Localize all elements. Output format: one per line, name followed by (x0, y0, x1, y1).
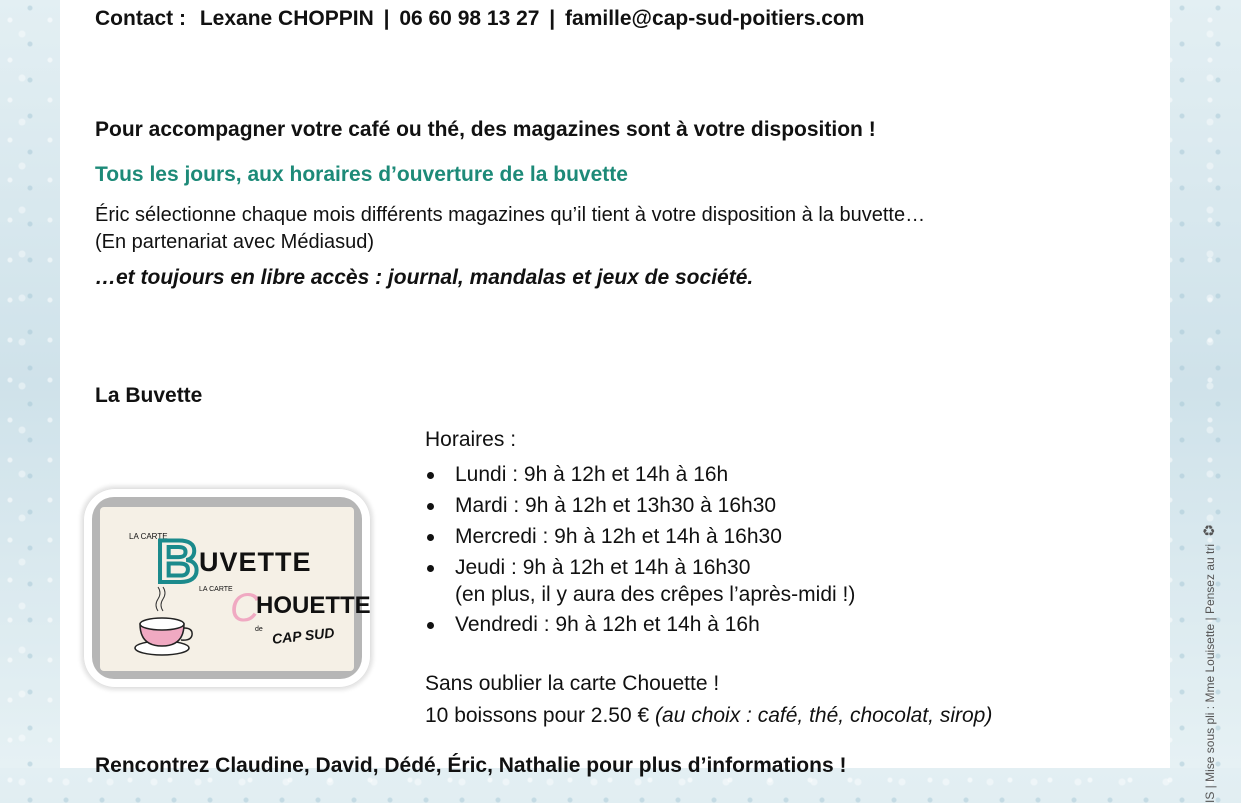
price-detail: (au choix : café, thé, chocolat, sirop) (655, 704, 993, 727)
contact-separator: | (383, 7, 390, 30)
list-item: Vendredi : 9h à 12h et 14h à 16h (425, 609, 855, 640)
chouette-line: Sans oublier la carte Chouette ! (425, 672, 720, 695)
logo-de: de (255, 626, 263, 633)
bullet-icon (427, 503, 434, 510)
hours-label: Horaires : (425, 428, 517, 451)
bullet-icon (427, 622, 434, 629)
print-credit (1197, 523, 1223, 803)
hours-list (425, 459, 855, 640)
price-line (425, 700, 992, 732)
price-text: 10 boissons pour 2.50 € (425, 704, 650, 727)
logo-buvette-b: B (156, 528, 200, 595)
card-logo (100, 507, 371, 671)
contact-phone: 06 60 98 13 27 (399, 7, 540, 30)
opening-hours (425, 428, 855, 640)
logo-buvette-rest: UVETTE (199, 547, 312, 577)
magazines-intro: Pour accompagner votre café ou thé, des magazines sont à votre disposition ! (95, 118, 876, 141)
list-item: Mardi : 9h à 12h et 13h30 à 16h30 (425, 490, 855, 521)
logo-la-carte-2: LA CARTE (199, 586, 233, 593)
magazines-paragraph (95, 202, 925, 256)
logo-chouette-c: C (230, 586, 259, 630)
logo-capsud: CAP SUD (271, 624, 336, 647)
recycle-icon: ♻ (1202, 523, 1216, 540)
free-access-line: …et toujours en libre accès : journal, mandalas et jeux de société. (95, 266, 754, 289)
bullet-icon (427, 565, 434, 572)
newsletter-page (60, 0, 1170, 777)
contact-email-link[interactable]: famille@cap-sud-poitiers.com (565, 7, 865, 30)
contact-line (95, 7, 864, 31)
card-logo-art (100, 507, 371, 671)
magazines-line-2: (En partenariat avec Médiasud) (95, 231, 375, 253)
contact-name: Lexane CHOPPIN (199, 7, 374, 30)
buvette-title: La Buvette (95, 384, 203, 407)
list-item: Jeudi : 9h à 12h et 14h à 16h30 (en plus, il y aura des crêpes l’après-midi !) (425, 552, 855, 609)
magazines-subhead: Tous les jours, aux horaires d’ouverture de la buvette (95, 163, 628, 186)
logo-la-carte-1: LA CARTE (129, 532, 168, 541)
contact-label: Contact : (95, 7, 186, 30)
list-item: Lundi : 9h à 12h et 14h à 16h (425, 459, 855, 490)
contact-separator: | (549, 7, 556, 30)
list-item: Mercredi : 9h à 12h et 14h à 16h30 (425, 521, 855, 552)
buvette-card-image (83, 488, 371, 688)
print-credit-text: IS | Mise sous pli : Mme Louisette | Pensez au tri (1203, 544, 1217, 803)
magazines-line-1: Éric sélectionne chaque mois différents magazines qu’il tient à votre disposition à la buvette… (95, 204, 926, 226)
bullet-icon (427, 534, 434, 541)
coffee-cup-icon (135, 587, 192, 655)
crepes-note: (en plus, il y aura des crêpes l’après-midi !) (455, 583, 856, 606)
team-contact-line: Rencontrez Claudine, David, Dédé, Éric, Nathalie pour plus d’informations ! (95, 754, 847, 777)
logo-chouette-rest: HOUETTE (256, 592, 371, 619)
bullet-icon (427, 472, 434, 479)
chouette-card-offer (425, 668, 992, 732)
